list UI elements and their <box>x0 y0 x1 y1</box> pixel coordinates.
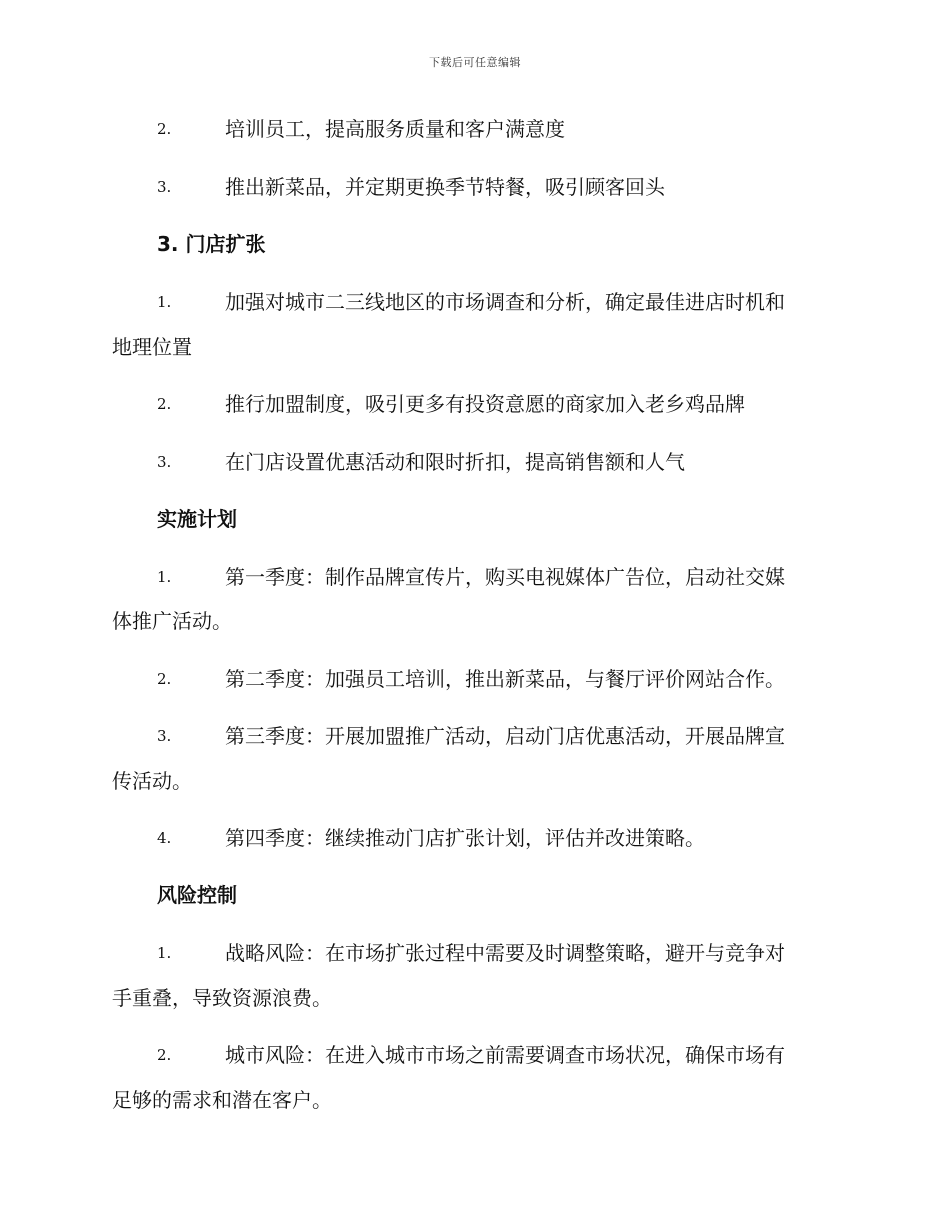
list-item-number: 1. <box>157 944 172 962</box>
list-item-text: 第一季度：制作品牌宣传片，购买电视媒体广告位，启动社交媒 <box>225 565 785 589</box>
section-heading-implementation-plan: 实施计划 <box>157 507 237 531</box>
list-item-text: 推行加盟制度，吸引更多有投资意愿的商家加入老乡鸡品牌 <box>225 392 745 416</box>
list-item-text: 城市风险：在进入城市市场之前需要调查市场状况，确保市场有 <box>225 1043 785 1067</box>
list-item-text: 在门店设置优惠活动和限时折扣，提高销售额和人气 <box>225 450 685 474</box>
list-item-text: 战略风险：在市场扩张过程中需要及时调整策略，避开与竞争对 <box>225 941 785 965</box>
page-header-note: 下载后可任意编辑 <box>429 56 521 69</box>
list-item-number: 3. <box>157 178 172 196</box>
list-item-number: 3. <box>157 453 172 471</box>
list-item-text: 培训员工，提高服务质量和客户满意度 <box>225 117 565 141</box>
list-item-text: 推出新菜品，并定期更换季节特餐，吸引顾客回头 <box>225 175 665 199</box>
list-item-continuation: 体推广活动。 <box>112 609 232 633</box>
list-item-text: 加强对城市二三线地区的市场调查和分析，确定最佳进店时机和 <box>225 290 785 314</box>
list-item-number: 2. <box>157 395 172 413</box>
list-item-continuation: 足够的需求和潜在客户。 <box>112 1088 332 1112</box>
list-item-number: 1. <box>157 293 172 311</box>
list-item-continuation: 手重叠，导致资源浪费。 <box>112 986 332 1010</box>
list-item-number: 1. <box>157 568 172 586</box>
list-item-number: 2. <box>157 120 172 138</box>
list-item-number: 3. <box>157 727 172 745</box>
list-item-number: 4. <box>157 829 172 847</box>
list-item-continuation: 地理位置 <box>112 335 192 359</box>
list-item-continuation: 传活动。 <box>112 769 192 793</box>
list-item-text: 第二季度：加强员工培训，推出新菜品，与餐厅评价网站合作。 <box>225 667 785 691</box>
section-heading-risk-control: 风险控制 <box>157 883 237 907</box>
list-item-text: 第四季度：继续推动门店扩张计划，评估并改进策略。 <box>225 826 705 850</box>
list-item-number: 2. <box>157 670 172 688</box>
list-item-number: 2. <box>157 1046 172 1064</box>
list-item-text: 第三季度：开展加盟推广活动，启动门店优惠活动，开展品牌宣 <box>225 724 785 748</box>
section-heading-store-expansion: 3. 门店扩张 <box>157 232 266 256</box>
